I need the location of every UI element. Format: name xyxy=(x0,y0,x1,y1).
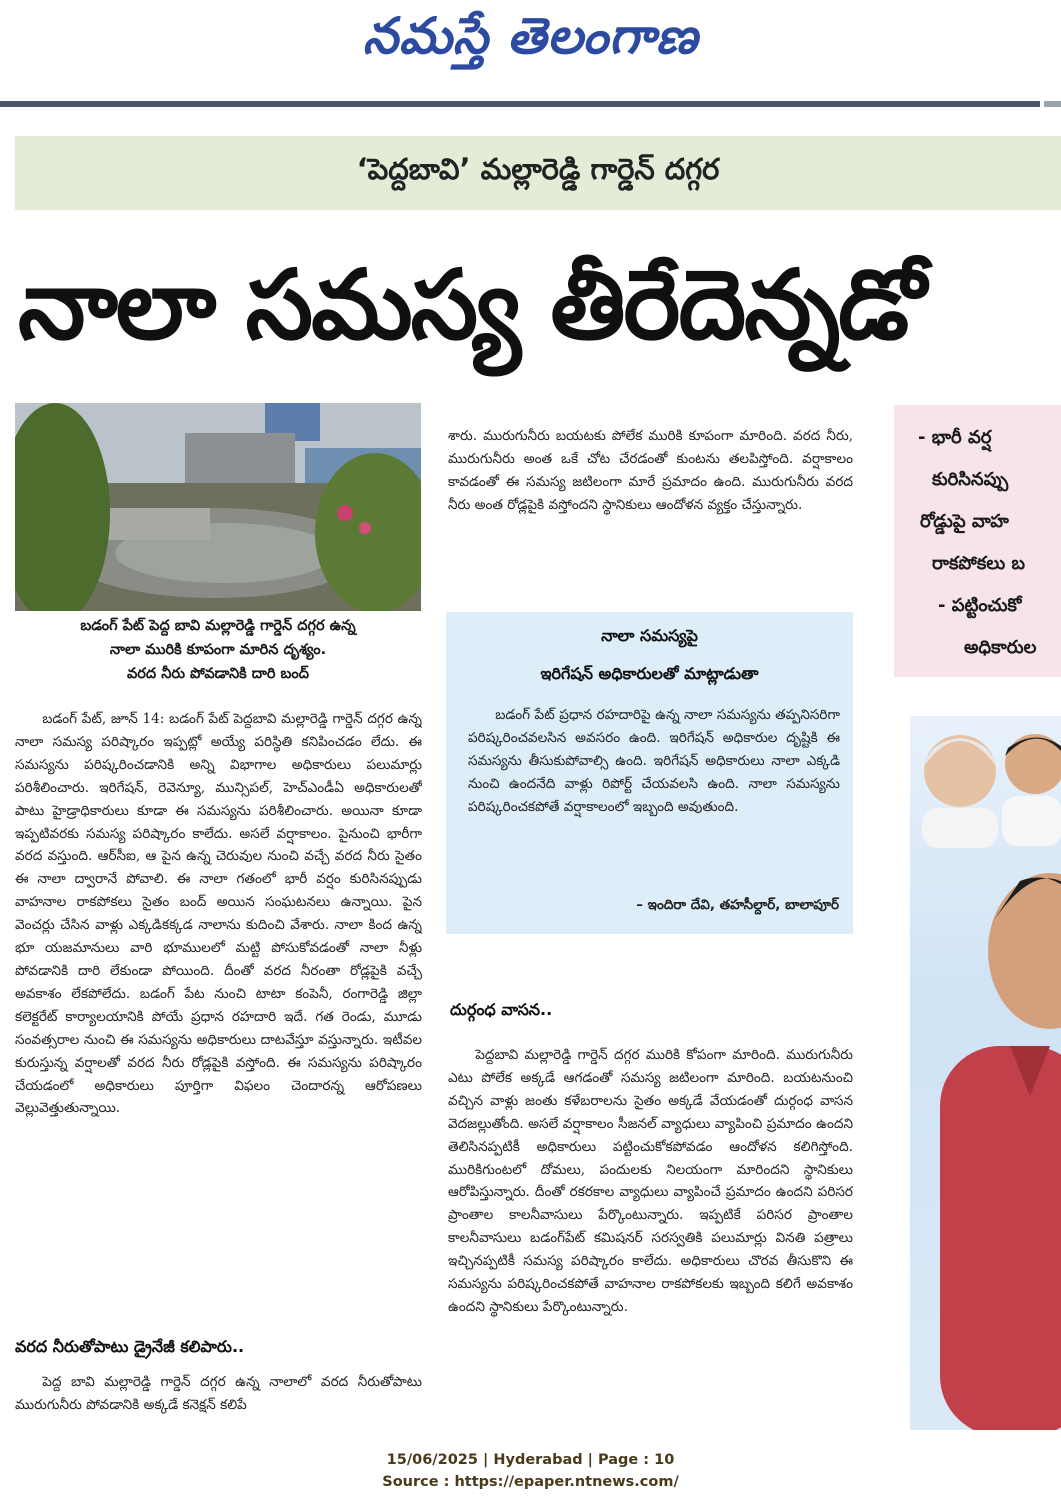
kicker-text: ‘పెద్దబావి’ మల్లారెడ్డి గార్డెన్ దగ్గర xyxy=(356,152,720,186)
quote-subtitle: ఇరిగేషన్ అధికారులతో మాట్లాడుతా xyxy=(540,664,759,683)
footer-date-page: 15/06/2025 | Hyderabad | Page : 10 xyxy=(386,1452,675,1468)
quote-attribution: – ఇందిరా దేవి, తహసీల్దార్, బాలాపూర్ xyxy=(636,897,839,913)
article-column-2 xyxy=(448,425,853,605)
article-column-1-continued xyxy=(15,1371,422,1423)
side-highlight-line: రోడ్డుపై వాహ xyxy=(920,511,1009,532)
page-footer xyxy=(0,1449,1061,1493)
photo-caption xyxy=(15,614,421,686)
side-highlight-line: కురిసినప్పు xyxy=(932,469,1009,490)
kicker-band xyxy=(15,136,1061,210)
headline: నాలా సమస్య తీరేదెన్నడో xyxy=(18,249,924,361)
news-photo xyxy=(15,403,421,611)
article-paragraph: బడంగ్ పేట్, జూన్ 14: బడంగ్ పేట్ పెద్దబావి మల్లారెడ్డి గార్డెన్ దగ్గర ఉన్న నాలా సమస్య పరిష్కారం ఇప్పట్లో అయ్యే పరిస్థితి కనిపించడం లేదు. ఈ సమస్యను పరిష్కరించడానికి అన్ని విభాగాల అధికారులు పలుమార్లు పరిశీలించారు. ఇరిగేషన్, రెవెన్యూ, మున్సిపల్, హెచ్ఎండీఏ అధికారులతో పాటు హైడ్రాధికారులు కూడా ఈ సమస్యను పరిశీలించారు. అయినా కూడా ఇప్పటివరకు సమస్య పరిష్కారం కాలేదు. అసలే వర్షాకాలం. పైనుంచి భారీగా వరద వస్తుంది. ఆర్‌సీఐ, ఆ పైన ఉన్న చెరువుల నుంచి వచ్చే వరద నీరు సైతం ఈ నాలా ద్వారానే పోవాలి. ఈ నాలా గతంలో భారీ వర్షం కురిసినప్పుడు వాహనాల రాకపోకలు సైతం బంద్ అయిన సంఘటనలు ఉన్నాయి. పైన వెంచర్లు చేసిన వాళ్లు ఎక్కడికక్కడ నాలాను కుదించి వేశారు. నాలా కింద ఉన్న భూ యజమానులు వారి భూములలో మట్టి పోసుకోవడంతో నాలా నీళ్లు పోవడానికి దారి లేకుండా పోయింది. దీంతో వరద నీరంతా రోడ్లపైకి వచ్చే అవకాశం లేకపోలేదు. బడంగ్ పేట నుంచి టాటా కంపెనీ, రంగారెడ్డి జిల్లా కలెక్టరేట్ కార్యాలయానికి పోయే ప్రధాన రహదారి ఇదే. గత రెండు, మూడు సంవత్సరాల నుంచి ఈ సమస్యను అధికారులు దాటవేస్తూ వస్తున్నారు. ఇటీవల కురుస్తున్న వర్షాలతో వరద నీరు రోడ్లపైకి వస్తోంది. ఈ సమస్యను పరిష్కారం చేయడంలో అధికారులు పూర్తిగా విఫలం చెందారన్న ఆరోపణలు వెల్లువెత్తుతున్నాయి. xyxy=(15,711,422,1117)
masthead-rule-end xyxy=(1044,101,1061,107)
article-paragraph: శారు. మురుగునీరు బయటకు పోలేక మురికి కూపంగా మారింది. వరద నీరు, మురుగునీరు అంత ఒకే చోట చేరడంతో కుంటను తలపిస్తోంది. వర్షాకాలం కావడంతో ఈ సమస్య జటిలంగా మారే ప్రమాదం ఉంది. మురుగునీరు వరద నీరు అంత రోడ్లపైకి వస్తోందని స్థానికులు ఆందోళన వ్యక్తం చేస్తున్నారు. xyxy=(448,428,853,513)
article-column-1 xyxy=(15,708,422,1328)
quote-box xyxy=(446,612,853,934)
masthead xyxy=(0,0,1061,104)
side-highlights-box xyxy=(894,405,1061,677)
subhead-stench: దుర్గంధ వాసన.. xyxy=(450,1000,553,1019)
quote-text xyxy=(468,704,840,894)
newspaper-logo: నమస్తే తెలంగాణ xyxy=(362,6,699,65)
article-paragraph: పెద్దబావి మల్లారెడ్డి గార్డెన్ దగ్గర మురికి కోపంగా మారింది. మురుగునీరు ఎటు పోలేక అక్కడే ఆగడంతో సమస్య జటిలంగా మారింది. బయటనుంచి వచ్చిన వాళ్లు జంతు కళేబరాలను సైతం అక్కడే వేయడంతో దుర్గంధ వాసన వెదజల్లుతోంది. అసలే వర్షాకాలం సీజనల్ వ్యాధులు వ్యాపించి ప్రమాదం ఉందని తెలిసినప్పటికీ అధికారులు పట్టించుకోకపోవడం ఆందోళన కలిగిస్తోంది. మురికిగుంటలో దోమలు, పందులకు నిలయంగా మారిందని స్థానికులు ఆరోపిస్తున్నారు. దీంతో రకరకాల వ్యాధులు వ్యాపించే ప్రమాదం ఉందని పరిసర ప్రాంతాల కాలనీవాసులు పేర్కొంటున్నారు. ఇప్పటికే పరిసర ప్రాంతాల కాలనీవాసులు బడంగ్‌పేట్ కమిషనర్ సరస్వతికి పలుమార్లు వినతి పత్రాలు ఇచ్చినప్పటికీ సమస్య పరిష్కారం కాలేదు. అధికారులు చొరవ తీసుకొని ఈ సమస్యను పరిష్కరించకపోతే వాహనాల రాకపోకలకు ఇబ్బంది కలిగే అవకాశం ఉందని స్థానికులు పేర్కొంటున్నారు. xyxy=(448,1047,853,1315)
side-highlight-line: - పట్టించుకో xyxy=(938,595,1022,616)
article-column-2-continued xyxy=(448,1044,853,1426)
photo-illustration xyxy=(15,403,421,611)
caption-line: వరద నీరు పోవడానికి దారి బంద్ xyxy=(127,666,309,682)
side-highlight-line: రాకపోకలు బ xyxy=(932,553,1025,574)
masthead-rule xyxy=(0,101,1040,107)
caption-line: బడంగ్ పేట్ పెద్ద బావి మల్లారెడ్డి గార్డెన్ దగ్గర ఉన్న xyxy=(80,618,356,634)
caption-line: నాలా మురికి కూపంగా మారిన దృశ్యం. xyxy=(109,642,327,658)
advertisement xyxy=(910,716,1061,1430)
article-paragraph: పెద్ద బావి మల్లారెడ్డి గార్డెన్ దగ్గర ఉన్న నాలాలో వరద నీరుతోపాటు మురుగునీరు పోవడానికి అక్కడే కనెక్షన్ కలిపే xyxy=(15,1374,422,1413)
advertisement-illustration xyxy=(910,716,1061,1430)
footer-source: Source : https://epaper.ntnews.com/ xyxy=(382,1474,679,1490)
quote-title: నాలా సమస్యపై xyxy=(601,626,698,645)
quote-paragraph: బడంగ్ పేట్ ప్రధాన రహదారిపై ఉన్న నాలా సమస్యను తప్పనిసరిగా పరిష్కరించవలసిన అవసరం ఉంది. ఇరిగేషన్ అధికారుల దృష్టికి ఈ సమస్యను తీసుకుపోవాల్సి ఉంది. ఇరిగేషన్ అధికారులు నాలా ఎక్కడి నుంచి ఉందనేది వాళ్లు రిపోర్ట్ చేయవలసి ఉంది. నాలా సమస్యను పరిష్కరించకపోతే వర్షాకాలంలో ఇబ్బంది అవుతుంది. xyxy=(468,707,840,815)
subhead-drainage: వరద నీరుతోపాటు డ్రైనేజీ కలిపారు.. xyxy=(15,1337,245,1356)
side-highlight-line: - భారీ వర్ష xyxy=(918,427,992,448)
side-highlight-line: అధికారుల xyxy=(964,637,1037,658)
